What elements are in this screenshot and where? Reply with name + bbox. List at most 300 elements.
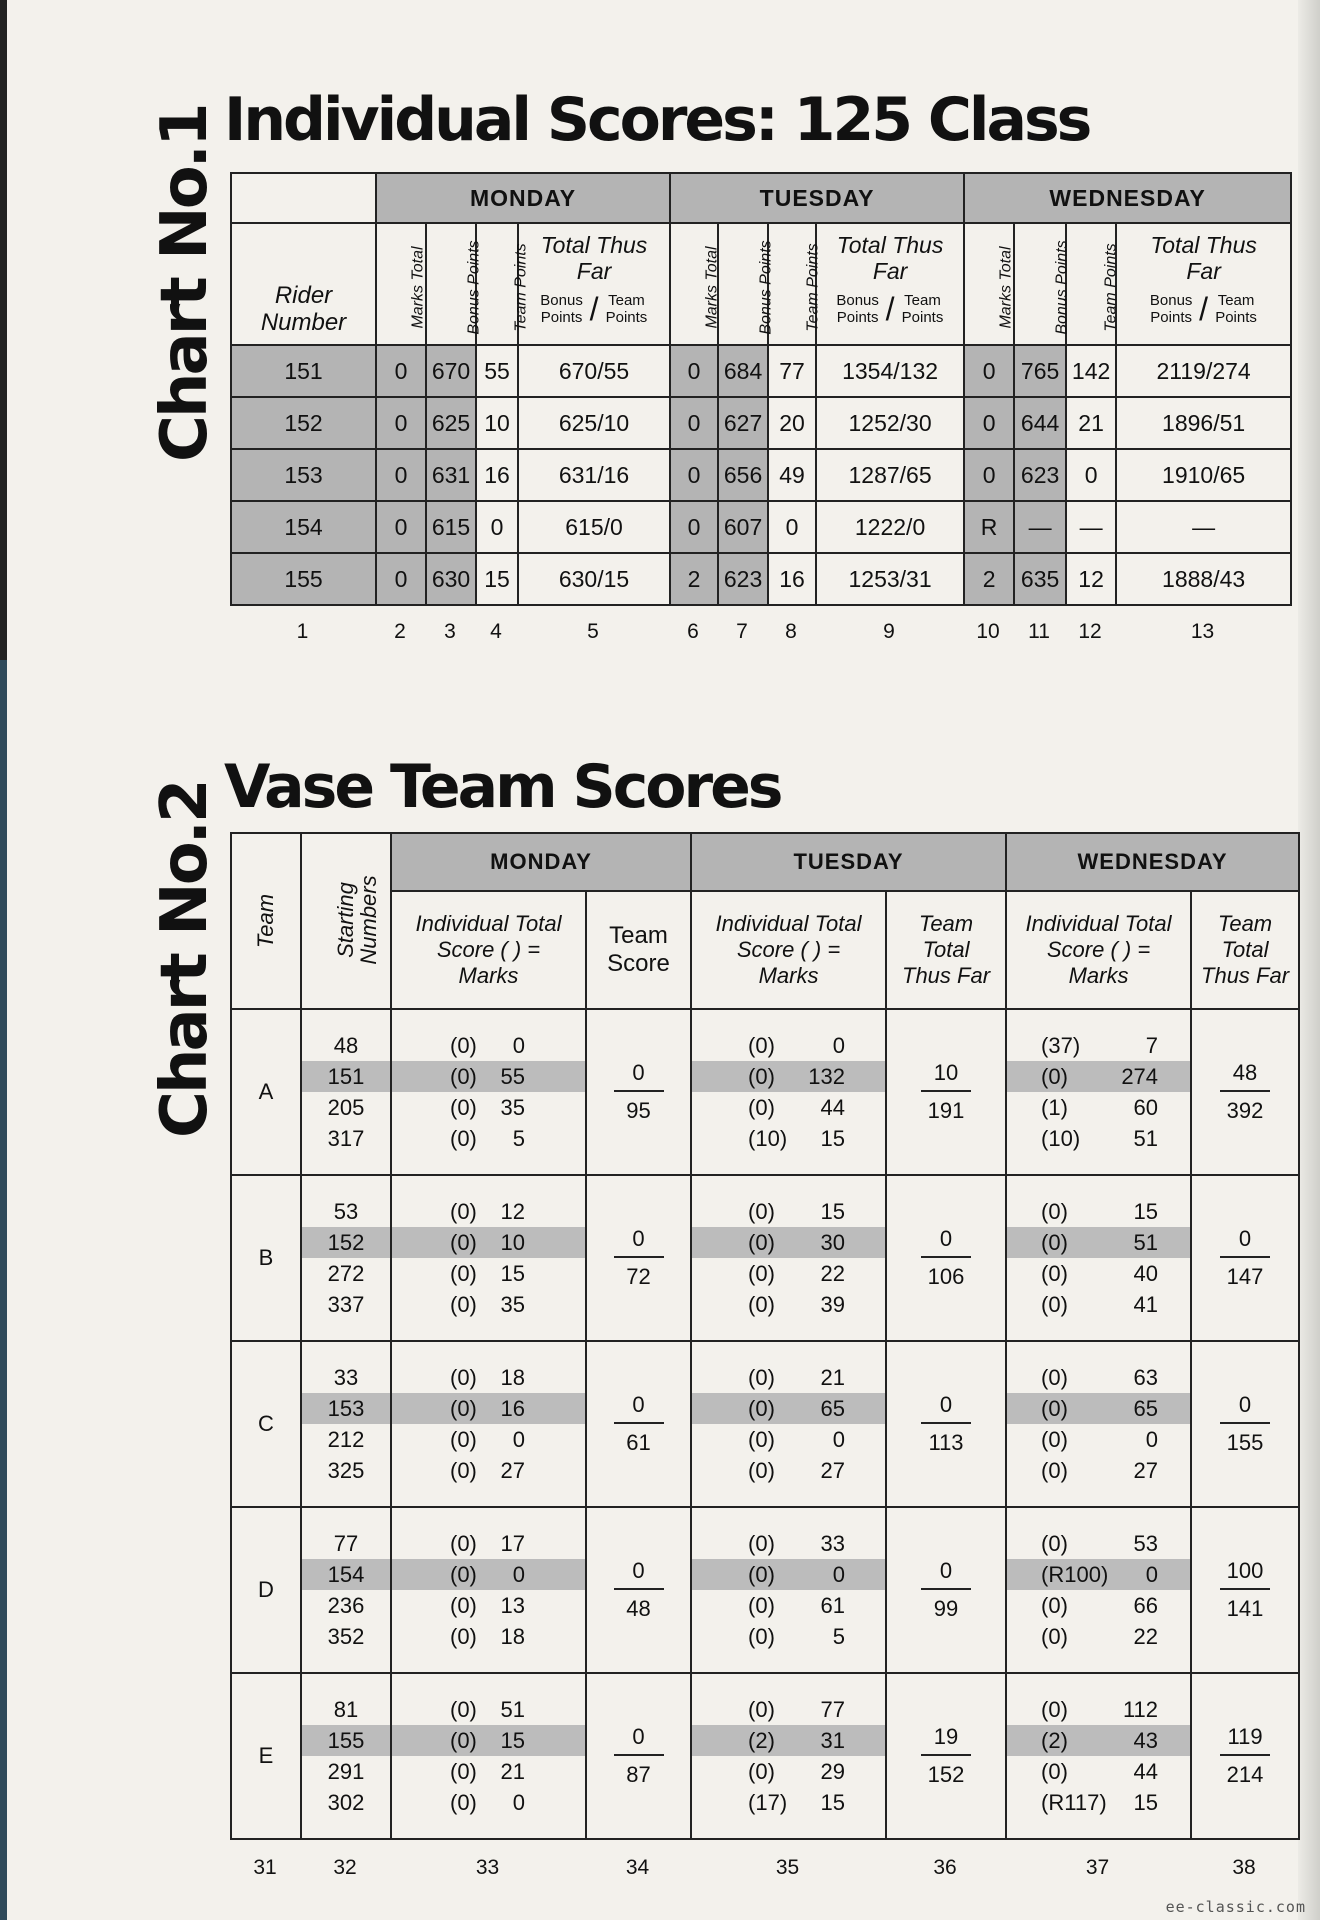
monday-individual-cell	[391, 1507, 586, 1673]
rider-row	[231, 553, 1291, 605]
score-line	[692, 1030, 885, 1061]
fraction-bottom: 152	[927, 1762, 965, 1787]
score-line	[392, 1289, 585, 1320]
team-letter: A	[231, 1009, 301, 1175]
starting-number: 151	[302, 1061, 390, 1092]
team-points: 20	[768, 397, 816, 449]
total-thus-far: 631/16	[518, 449, 670, 501]
total-thus-far: 1354/132	[816, 345, 964, 397]
column-number: 12	[1078, 620, 1102, 643]
score-line	[692, 1258, 885, 1289]
score-line	[392, 1455, 585, 1486]
marks-value: (0)	[450, 1230, 477, 1255]
wed-bonus-header: Bonus Points	[1053, 239, 1071, 335]
score-value: 15	[500, 1261, 525, 1286]
fraction-bottom: 113	[928, 1430, 964, 1455]
score-line	[1007, 1092, 1190, 1123]
marks-total: 2	[670, 553, 718, 605]
tue-team-total-header: Team Total Thus Far	[902, 911, 991, 988]
wed-individual-header-cell	[1006, 891, 1191, 1009]
marks-value: (17)	[748, 1790, 788, 1815]
score-line	[692, 1559, 885, 1590]
monday-team-score-cell	[586, 1341, 691, 1507]
marks-value: (0)	[450, 1790, 477, 1815]
bonus-points: 615	[426, 501, 476, 553]
score-value: 0	[512, 1427, 525, 1452]
score-value: 43	[1133, 1728, 1159, 1753]
score-line	[1007, 1393, 1190, 1424]
mon-individual-header-cell	[391, 891, 586, 1009]
score-line	[392, 1123, 585, 1154]
marks-value: (1)	[1041, 1095, 1068, 1120]
fraction-top: 0	[614, 1392, 664, 1424]
marks-value: (0)	[748, 1396, 775, 1421]
score-value: 61	[820, 1593, 846, 1618]
score-value: 0	[832, 1562, 846, 1587]
column-number: 31	[253, 1856, 277, 1879]
column-number: 33	[475, 1856, 500, 1879]
rider-number-header: Rider Number	[231, 223, 376, 345]
wed-team-header-cell	[1066, 223, 1120, 345]
tue-total-slash: /	[885, 290, 895, 327]
score-value: 44	[1133, 1759, 1159, 1784]
tuesday-team-total	[921, 1558, 971, 1622]
starting-numbers-cell	[301, 1175, 391, 1341]
fraction-top: 119	[1220, 1724, 1270, 1756]
score-value: 18	[500, 1624, 525, 1649]
wednesday-team-total	[1220, 1392, 1270, 1456]
starting-number: 53	[333, 1199, 359, 1224]
score-value: 44	[820, 1095, 846, 1120]
wednesday-team-total-cell	[1191, 1175, 1299, 1341]
score-line	[1007, 1227, 1190, 1258]
starting-numbers-cell	[301, 1009, 391, 1175]
score-value: 15	[820, 1126, 846, 1151]
marks-value: (0)	[1041, 1427, 1068, 1452]
team-letter: C	[231, 1341, 301, 1507]
marks-value: (0)	[748, 1593, 775, 1618]
score-line	[392, 1528, 585, 1559]
marks-value: (0)	[748, 1624, 775, 1649]
score-list	[1007, 1362, 1190, 1486]
column-number: 13	[1190, 620, 1215, 643]
fraction-bottom: 48	[626, 1596, 651, 1621]
marks-total: 0	[376, 553, 426, 605]
team-row	[231, 1507, 1299, 1673]
mon-total-header-cell	[518, 223, 670, 345]
bonus-points: 644	[1014, 397, 1066, 449]
fraction-bottom: 214	[1226, 1762, 1264, 1787]
marks-value: (0)	[748, 1759, 775, 1784]
score-line	[692, 1424, 885, 1455]
score-value: 27	[1133, 1458, 1159, 1483]
score-value: 22	[820, 1261, 846, 1286]
score-line	[692, 1756, 885, 1787]
marks-total: 0	[376, 397, 426, 449]
corner-cell	[231, 173, 376, 223]
score-value: 40	[1133, 1261, 1159, 1286]
wednesday-individual-cell	[1006, 1507, 1191, 1673]
score-list	[392, 1528, 585, 1652]
marks-total: 0	[670, 449, 718, 501]
score-line	[692, 1590, 885, 1621]
score-line	[392, 1030, 585, 1061]
marks-value: (0)	[748, 1199, 775, 1224]
team-row	[231, 1673, 1299, 1839]
monday-team-score	[614, 1392, 664, 1456]
starting-number: 302	[327, 1790, 365, 1815]
bonus-points: 625	[426, 397, 476, 449]
mon-marks-header: Marks Total	[409, 245, 427, 329]
score-value: 65	[820, 1396, 846, 1421]
score-value: 51	[1133, 1126, 1159, 1151]
marks-value: (0)	[1041, 1396, 1068, 1421]
score-line	[392, 1787, 585, 1818]
tue-marks-header-cell	[670, 223, 721, 345]
tuesday-individual-cell	[691, 1507, 886, 1673]
team-row	[231, 1175, 1299, 1341]
score-value: 21	[820, 1365, 846, 1390]
fraction-bottom: 61	[626, 1430, 651, 1455]
marks-value: (0)	[1041, 1531, 1068, 1556]
score-value: 41	[1133, 1292, 1159, 1317]
starting-number: 153	[302, 1393, 390, 1424]
total-thus-far: 1287/65	[816, 449, 964, 501]
score-value: 65	[1133, 1396, 1159, 1421]
rider-number: 155	[231, 553, 376, 605]
score-value: 7	[1145, 1033, 1159, 1058]
rider-number: 154	[231, 501, 376, 553]
marks-value: (0)	[450, 1064, 477, 1089]
score-value: 55	[500, 1064, 525, 1089]
monday-team-score	[614, 1558, 664, 1622]
fraction-bottom: 191	[927, 1098, 965, 1123]
team-points: 15	[476, 553, 518, 605]
chart2-title: Vase Team Scores	[224, 752, 781, 822]
day-header-monday: MONDAY	[376, 173, 670, 223]
tuesday-team-total	[921, 1392, 971, 1456]
page-edge-cover	[0, 660, 7, 1920]
page-fold	[1298, 0, 1320, 1920]
starting-number: 81	[333, 1697, 359, 1722]
marks-value: (0)	[450, 1759, 477, 1784]
score-value: 10	[500, 1230, 525, 1255]
mon-individual-header: Individual Total Score ( ) = Marks	[415, 911, 562, 988]
starting-number: 48	[333, 1033, 359, 1058]
marks-value: (0)	[450, 1427, 477, 1452]
tue-bonus-header: Bonus Points	[757, 239, 775, 335]
marks-value: (0)	[450, 1365, 477, 1390]
total-thus-far: 625/10	[518, 397, 670, 449]
column-number: 3	[444, 620, 456, 643]
wednesday-team-total	[1220, 1226, 1270, 1290]
score-list	[1007, 1694, 1190, 1818]
score-line	[1007, 1756, 1190, 1787]
score-value: 0	[1145, 1427, 1159, 1452]
watermark: ee-classic.com	[1165, 1898, 1306, 1916]
team-letter: B	[231, 1175, 301, 1341]
wed-team-header-cell	[1191, 891, 1299, 1009]
team-row	[231, 1341, 1299, 1507]
score-line	[1007, 1123, 1190, 1154]
starting-numbers-cell	[301, 1507, 391, 1673]
score-value: 16	[500, 1396, 525, 1421]
tue-individual-header: Individual Total Score ( ) = Marks	[715, 911, 862, 988]
marks-value: (0)	[450, 1697, 477, 1722]
marks-value: (0)	[748, 1292, 775, 1317]
fraction-top: 0	[921, 1226, 971, 1258]
fraction-top: 0	[1220, 1392, 1270, 1424]
monday-team-score-cell	[586, 1175, 691, 1341]
total-thus-far: 1252/30	[816, 397, 964, 449]
starting-number: 317	[327, 1126, 365, 1151]
starting-number: 352	[327, 1624, 365, 1649]
score-line	[392, 1756, 585, 1787]
bonus-points: 684	[718, 345, 768, 397]
score-value: 17	[500, 1531, 525, 1556]
marks-value: (0)	[1041, 1261, 1068, 1286]
tue-total-subheader	[817, 292, 963, 326]
team-points: 10	[476, 397, 518, 449]
total-thus-far: —	[1116, 501, 1291, 553]
marks-total: 0	[376, 501, 426, 553]
team-points: 0	[768, 501, 816, 553]
total-thus-far: 1896/51	[1116, 397, 1291, 449]
starting-number: 155	[302, 1725, 390, 1756]
tue-total-header-cell	[816, 223, 964, 345]
marks-value: (0)	[748, 1531, 775, 1556]
score-value: 15	[820, 1790, 846, 1815]
team-header-cell	[231, 833, 301, 1009]
marks-value: (0)	[450, 1033, 477, 1058]
fraction-bottom: 155	[1226, 1430, 1264, 1455]
mon-total-header: Total Thus Far	[540, 232, 648, 284]
marks-value: (0)	[1041, 1624, 1068, 1649]
score-line	[692, 1196, 885, 1227]
total-thus-far: 630/15	[518, 553, 670, 605]
mon-team-header-cell	[586, 891, 691, 1009]
score-value: 39	[820, 1292, 846, 1317]
fraction-bottom: 392	[1226, 1098, 1264, 1123]
starting-number: 77	[333, 1531, 359, 1556]
mon-total-subheader	[519, 292, 669, 326]
score-value: 18	[500, 1365, 525, 1390]
c2-day-header-tuesday: TUESDAY	[691, 833, 1006, 891]
wed-team-total-header: Team Total Thus Far	[1201, 911, 1290, 988]
monday-individual-cell	[391, 1673, 586, 1839]
score-value: 15	[1133, 1790, 1159, 1815]
mon-marks-header-cell	[376, 223, 426, 345]
score-value: 15	[1133, 1199, 1159, 1224]
bonus-points: 623	[1014, 449, 1066, 501]
score-line	[692, 1092, 885, 1123]
score-value: 53	[1133, 1531, 1159, 1556]
score-line	[692, 1061, 885, 1092]
marks-value: (0)	[1041, 1230, 1068, 1255]
total-thus-far: 615/0	[518, 501, 670, 553]
starting-numbers-list	[302, 1362, 390, 1486]
marks-value: (0)	[748, 1562, 775, 1587]
fraction-top: 100	[1220, 1558, 1270, 1590]
tue-team-header-cell	[768, 223, 822, 345]
monday-team-score-cell	[586, 1673, 691, 1839]
marks-total: 0	[376, 345, 426, 397]
starting-number: 272	[327, 1261, 365, 1286]
score-line	[1007, 1694, 1190, 1725]
marks-total: 0	[964, 449, 1014, 501]
marks-value: (0)	[1041, 1697, 1068, 1722]
marks-value: (0)	[1041, 1199, 1068, 1224]
bonus-points: 630	[426, 553, 476, 605]
wed-total-slash: /	[1199, 290, 1209, 327]
score-line	[1007, 1196, 1190, 1227]
score-value: 51	[1133, 1230, 1159, 1255]
starting-number: 291	[327, 1759, 365, 1784]
score-line	[1007, 1528, 1190, 1559]
mon-total-slash: /	[589, 290, 599, 327]
marks-value: (0)	[450, 1624, 477, 1649]
marks-value: (0)	[450, 1728, 477, 1753]
chart2-side-label: Chart No.2	[148, 781, 222, 1138]
mon-total-team-label: Team Points	[605, 292, 648, 326]
team-points: 49	[768, 449, 816, 501]
marks-total: 2	[964, 553, 1014, 605]
starting-numbers-header-cell	[301, 833, 391, 1009]
marks-value: (0)	[450, 1458, 477, 1483]
starting-number: 152	[302, 1227, 390, 1258]
starting-numbers-cell	[301, 1341, 391, 1507]
total-thus-far: 2119/274	[1116, 345, 1291, 397]
marks-total: 0	[964, 397, 1014, 449]
day-header-tuesday: TUESDAY	[670, 173, 964, 223]
score-value: 51	[500, 1697, 525, 1722]
column-number: 4	[490, 620, 502, 643]
score-value: 60	[1133, 1095, 1159, 1120]
team-points: 21	[1066, 397, 1116, 449]
bonus-points: 670	[426, 345, 476, 397]
marks-value: (2)	[748, 1728, 775, 1753]
tue-individual-header-cell	[691, 891, 886, 1009]
starting-number: 236	[327, 1593, 365, 1618]
tue-team-header-cell	[886, 891, 1006, 1009]
team-points: 0	[476, 501, 518, 553]
marks-value: (0)	[450, 1126, 477, 1151]
marks-value: (0)	[1041, 1064, 1068, 1089]
wed-total-header: Total Thus Far	[1150, 232, 1257, 284]
team-points: 0	[1066, 449, 1116, 501]
column-number: 1	[296, 620, 309, 643]
column-number: 6	[687, 620, 699, 643]
fraction-bottom: 95	[626, 1098, 651, 1123]
score-list	[692, 1362, 885, 1486]
wed-individual-header: Individual Total Score ( ) = Marks	[1025, 911, 1172, 988]
monday-individual-cell	[391, 1175, 586, 1341]
wed-total-subheader	[1117, 292, 1290, 326]
score-line	[1007, 1289, 1190, 1320]
fraction-top: 0	[921, 1558, 971, 1590]
score-line	[692, 1227, 885, 1258]
score-list	[692, 1528, 885, 1652]
score-line	[392, 1258, 585, 1289]
marks-value: (0)	[748, 1365, 775, 1390]
score-value: 22	[1133, 1624, 1159, 1649]
score-line	[692, 1621, 885, 1652]
score-line	[1007, 1258, 1190, 1289]
marks-total: 0	[670, 501, 718, 553]
wednesday-team-total	[1220, 1060, 1270, 1124]
marks-value: (37)	[1041, 1033, 1081, 1058]
fraction-top: 10	[921, 1060, 971, 1092]
score-line	[1007, 1362, 1190, 1393]
team-letter: D	[231, 1507, 301, 1673]
score-line	[692, 1787, 885, 1818]
tue-total-header: Total Thus Far	[836, 232, 944, 284]
starting-numbers-list	[302, 1694, 390, 1818]
chart1-title: Individual Scores: 125 Class	[224, 85, 1090, 155]
score-value: 0	[832, 1427, 846, 1452]
column-number: 2	[394, 620, 406, 643]
score-line	[1007, 1787, 1190, 1818]
wednesday-individual-cell	[1006, 1341, 1191, 1507]
marks-value: (0)	[748, 1033, 775, 1058]
team-points: 16	[768, 553, 816, 605]
score-value: 0	[1145, 1562, 1159, 1587]
starting-numbers-cell	[301, 1673, 391, 1839]
rider-row	[231, 501, 1291, 553]
wednesday-team-total-cell	[1191, 1009, 1299, 1175]
rider-number: 153	[231, 449, 376, 501]
column-number: 32	[333, 1856, 357, 1879]
score-line	[1007, 1061, 1190, 1092]
wednesday-team-total-cell	[1191, 1507, 1299, 1673]
day-header-wednesday: WEDNESDAY	[964, 173, 1291, 223]
score-line	[392, 1092, 585, 1123]
bonus-points: —	[1014, 501, 1066, 553]
tue-total-team-label: Team Points	[901, 292, 944, 326]
wednesday-team-total	[1220, 1724, 1270, 1788]
tuesday-individual-cell	[691, 1673, 886, 1839]
monday-team-score	[614, 1226, 664, 1290]
tuesday-individual-cell	[691, 1009, 886, 1175]
wed-total-bonus-label: Bonus Points	[1149, 292, 1193, 326]
column-number: 5	[587, 620, 599, 643]
bonus-points: 627	[718, 397, 768, 449]
score-line	[1007, 1030, 1190, 1061]
team-header: Team	[253, 893, 278, 949]
wed-team-header: Team Points	[1102, 242, 1120, 332]
score-value: 132	[808, 1064, 846, 1089]
marks-value: (2)	[1041, 1728, 1068, 1753]
score-list	[392, 1362, 585, 1486]
score-value: 15	[820, 1199, 846, 1224]
fraction-bottom: 141	[1226, 1596, 1264, 1621]
score-line	[392, 1196, 585, 1227]
wed-bonus-header-cell	[1014, 223, 1071, 345]
starting-numbers-list	[302, 1030, 390, 1154]
marks-value: (10)	[748, 1126, 788, 1151]
wednesday-individual-cell	[1006, 1673, 1191, 1839]
score-line	[692, 1362, 885, 1393]
bonus-points: 631	[426, 449, 476, 501]
marks-value: (0)	[450, 1095, 477, 1120]
score-value: 27	[500, 1458, 525, 1483]
wednesday-individual-cell	[1006, 1009, 1191, 1175]
tuesday-team-total-cell	[886, 1341, 1006, 1507]
marks-value: (0)	[748, 1458, 775, 1483]
bonus-points: 623	[718, 553, 768, 605]
score-line	[1007, 1590, 1190, 1621]
marks-value: (0)	[1041, 1292, 1068, 1317]
